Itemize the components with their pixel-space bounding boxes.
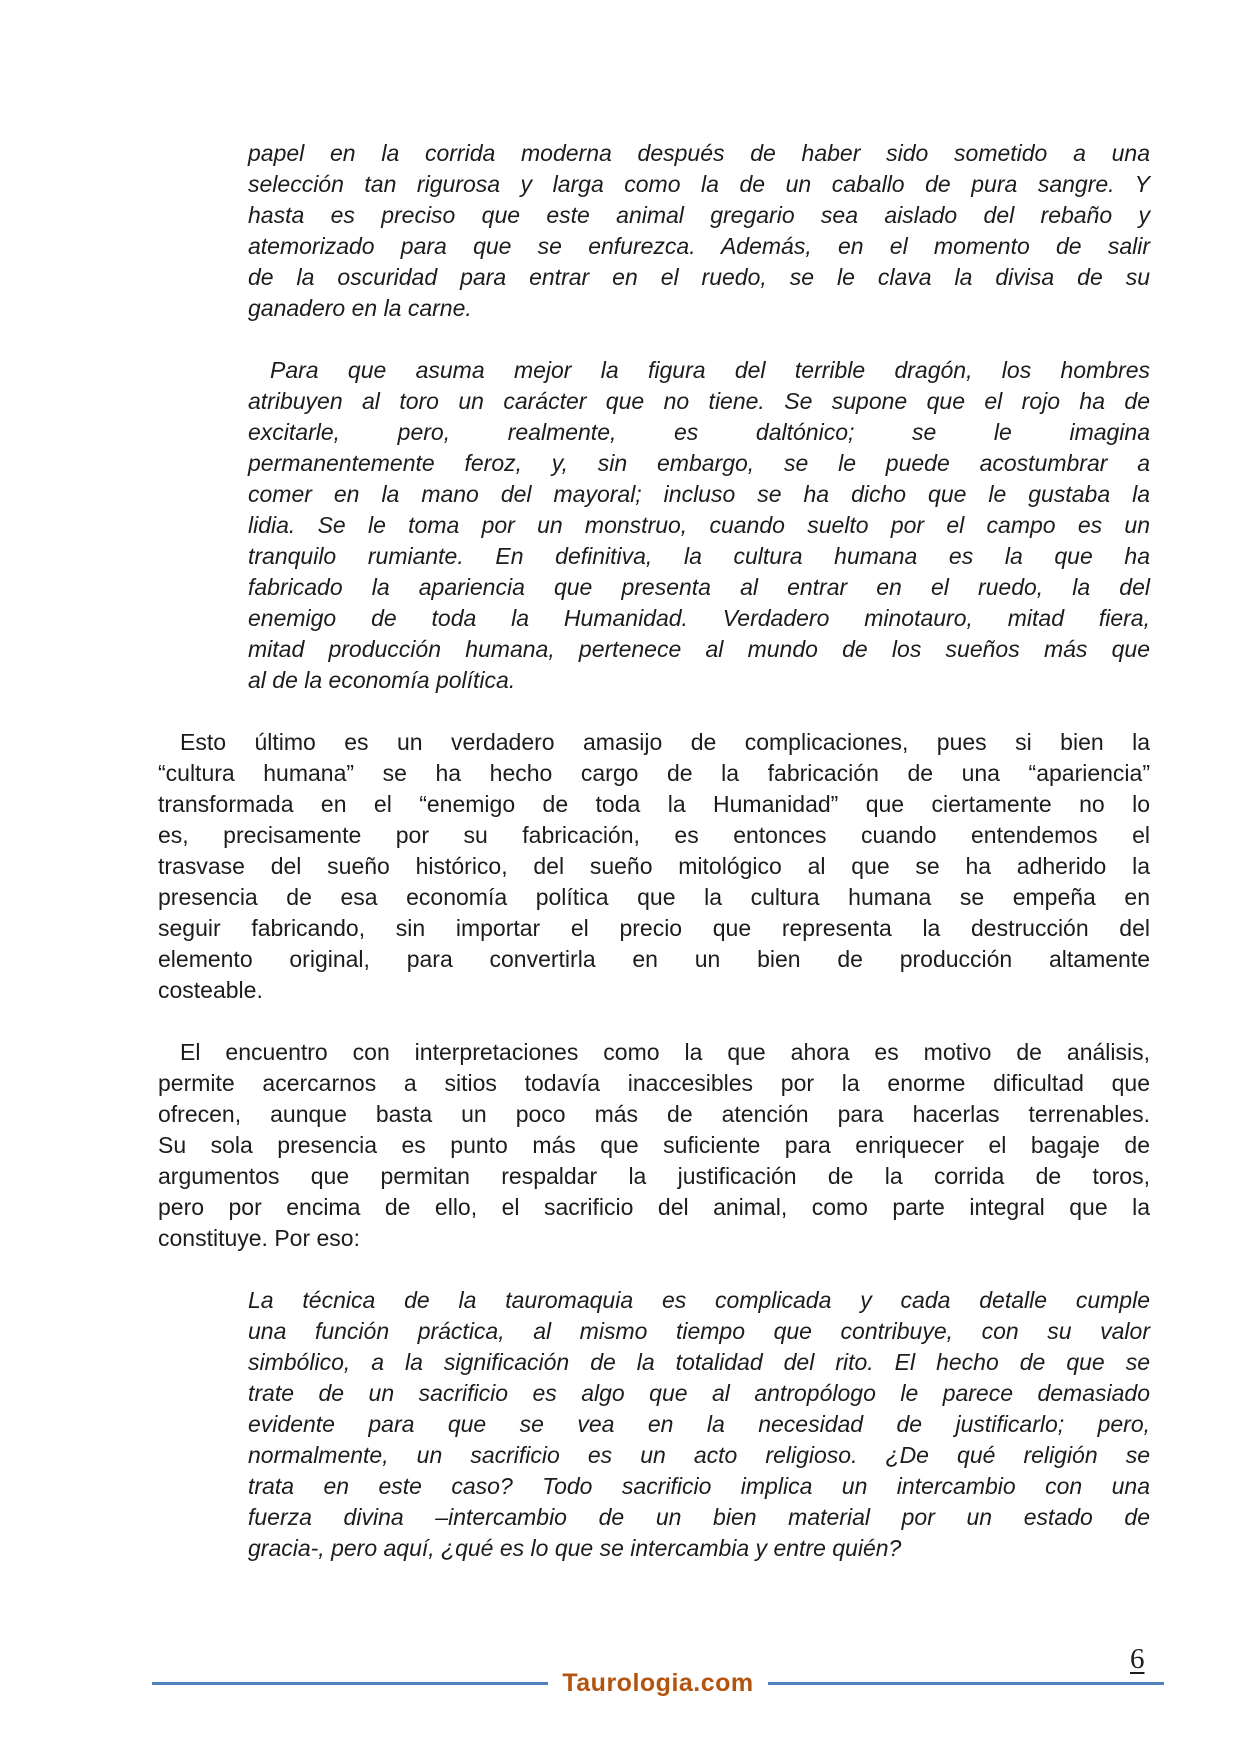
text-line: Esto último es un verdadero amasijo de complicaciones, pues si bien la bbox=[180, 729, 1150, 755]
text-line: lidia. Se le toma por un monstruo, cuando suelto por el campo es un bbox=[248, 512, 1150, 538]
text-line: constituye. Por eso: bbox=[158, 1225, 360, 1251]
footer-site-label: Taurologia.com bbox=[562, 1669, 754, 1697]
text-line: ofrecen, aunque basta un poco más de atención para hacerlas terrenables. bbox=[158, 1101, 1150, 1127]
text-line: atemorizado para que se enfurezca. Además, en el momento de salir bbox=[248, 233, 1150, 259]
paragraph bbox=[158, 1037, 1150, 1254]
text-line: fabricado la apariencia que presenta al entrar en el ruedo, la del bbox=[248, 574, 1150, 600]
text-line: El encuentro con interpretaciones como la que ahora es motivo de análisis, bbox=[180, 1039, 1150, 1065]
text-line: gracia-, pero aquí, ¿qué es lo que se intercambia y entre quién? bbox=[248, 1535, 902, 1561]
text-line: trasvase del sueño histórico, del sueño mitológico al que se ha adherido la bbox=[158, 853, 1150, 879]
text-line: enemigo de toda la Humanidad. Verdadero minotauro, mitad fiera, bbox=[248, 605, 1150, 631]
text-line: mitad producción humana, pertenece al mundo de los sueños más que bbox=[248, 636, 1150, 662]
text-line: trata en este caso? Todo sacrificio implica un intercambio con una bbox=[248, 1473, 1150, 1499]
page-footer bbox=[152, 1669, 1164, 1698]
text-line: presencia de esa economía política que la cultura humana se empeña en bbox=[158, 884, 1150, 910]
text-line: selección tan rigurosa y larga como la de un caballo de pura sangre. Y bbox=[248, 171, 1150, 197]
text-line: transformada en el “enemigo de toda la Humanidad” que ciertamente no lo bbox=[158, 791, 1150, 817]
footer-rule-right bbox=[768, 1682, 1164, 1685]
text-line: fuerza divina –intercambio de un bien material por un estado de bbox=[248, 1504, 1150, 1530]
document-body bbox=[158, 138, 1150, 1564]
text-line: argumentos que permitan respaldar la justificación de la corrida de toros, bbox=[158, 1163, 1150, 1189]
paragraph bbox=[158, 727, 1150, 1006]
quote-block bbox=[248, 355, 1150, 696]
quote-block bbox=[248, 1285, 1150, 1564]
text-line: costeable. bbox=[158, 977, 263, 1003]
page-number: 6 bbox=[1130, 1643, 1145, 1675]
text-line: papel en la corrida moderna después de haber sido sometido a una bbox=[248, 140, 1150, 166]
text-line: elemento original, para convertirla en un bien de producción altamente bbox=[158, 946, 1150, 972]
text-line: Para que asuma mejor la figura del terrible dragón, los hombres bbox=[270, 357, 1150, 383]
text-line: tranquilo rumiante. En definitiva, la cultura humana es la que ha bbox=[248, 543, 1150, 569]
text-line: de la oscuridad para entrar en el ruedo, se le clava la divisa de su bbox=[248, 264, 1150, 290]
text-line: La técnica de la tauromaquia es complicada y cada detalle cumple bbox=[248, 1287, 1150, 1313]
text-line: al de la economía política. bbox=[248, 667, 516, 693]
text-line: comer en la mano del mayoral; incluso se ha dicho que le gustaba la bbox=[248, 481, 1150, 507]
text-line: simbólico, a la significación de la totalidad del rito. El hecho de que se bbox=[248, 1349, 1150, 1375]
text-line: seguir fabricando, sin importar el precio que representa la destrucción del bbox=[158, 915, 1150, 941]
text-line: una función práctica, al mismo tiempo que contribuye, con su valor bbox=[248, 1318, 1150, 1344]
text-line: permanentemente feroz, y, sin embargo, se le puede acostumbrar a bbox=[248, 450, 1150, 476]
text-line: hasta es preciso que este animal gregario sea aislado del rebaño y bbox=[248, 202, 1150, 228]
text-line: “cultura humana” se ha hecho cargo de la fabricación de una “apariencia” bbox=[158, 760, 1150, 786]
text-line: ganadero en la carne. bbox=[248, 295, 472, 321]
text-line: pero por encima de ello, el sacrificio del animal, como parte integral que la bbox=[158, 1194, 1150, 1220]
text-line: excitarle, pero, realmente, es daltónico; se le imagina bbox=[248, 419, 1150, 445]
text-line: permite acercarnos a sitios todavía inaccesibles por la enorme dificultad que bbox=[158, 1070, 1150, 1096]
text-line: Su sola presencia es punto más que suficiente para enriquecer el bagaje de bbox=[158, 1132, 1150, 1158]
footer-rule-left bbox=[152, 1682, 548, 1685]
text-line: es, precisamente por su fabricación, es entonces cuando entendemos el bbox=[158, 822, 1150, 848]
text-line: normalmente, un sacrificio es un acto religioso. ¿De qué religión se bbox=[248, 1442, 1150, 1468]
quote-block bbox=[248, 138, 1150, 324]
text-line: atribuyen al toro un carácter que no tiene. Se supone que el rojo ha de bbox=[248, 388, 1150, 414]
text-line: trate de un sacrificio es algo que al antropólogo le parece demasiado bbox=[248, 1380, 1150, 1406]
text-line: evidente para que se vea en la necesidad de justificarlo; pero, bbox=[248, 1411, 1150, 1437]
